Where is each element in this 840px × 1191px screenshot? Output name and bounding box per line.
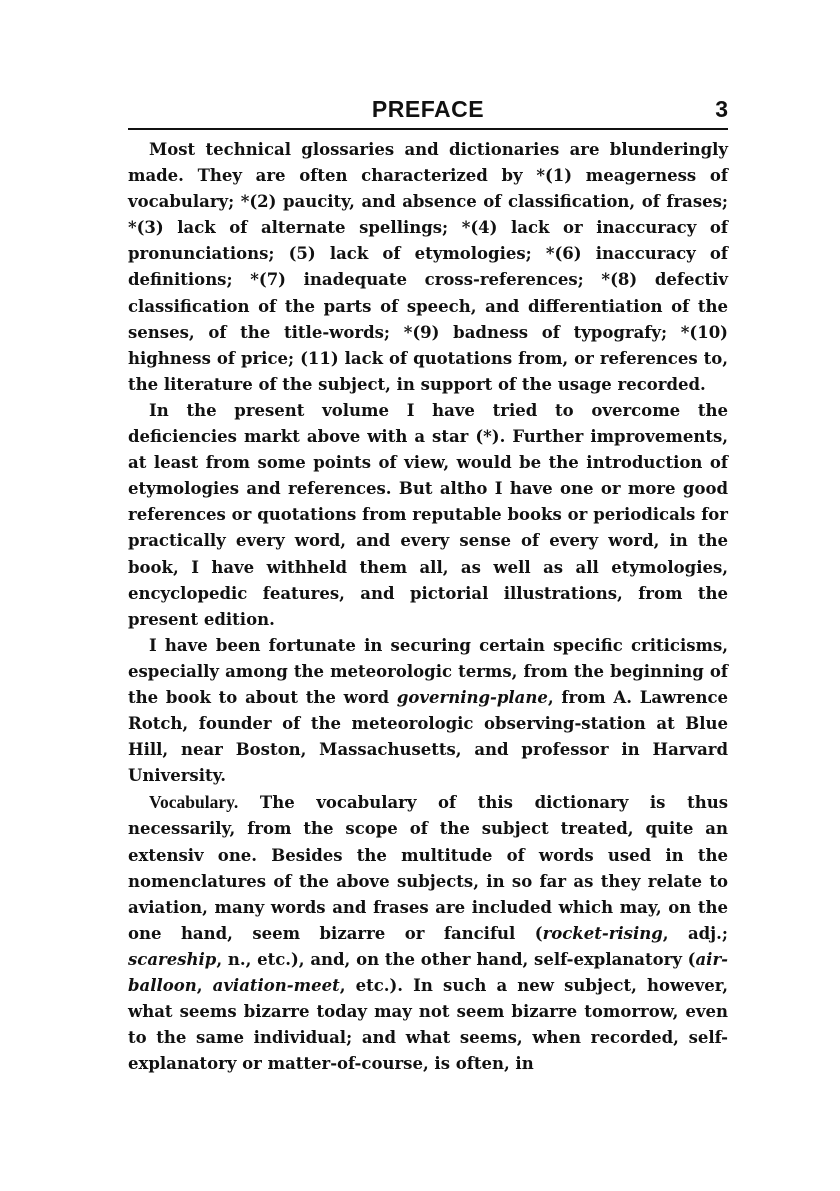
paragraph-text: , adj.; [662,923,728,943]
paragraph-text: , etc.). In such a new subject, however, what seems bizarre today may not seem bizarre tomorrow, even to the same individual; and what seems, when recorded, self-explanatory or matter-of-course, is often, in [128,976,728,1074]
running-head [128,94,728,128]
term-scareship: scareship [128,949,217,969]
book-page [128,94,728,1077]
paragraph-text: , n., etc.), and, on the other hand, self-explanatory ( [216,949,696,969]
paragraph-text: , from A. Lawrence Rotch, founder of the meteorologic observing-station at Blue Hill, near Boston, Massachusetts, and professor in Harvard University. [128,687,728,786]
paragraph-text: The vocabulary of this dictionary is thus necessarily, from the scope of the subject treated, quite an extensiv one. Besides the multitude of words used in the nomenclatures of the above subjects, in so far as they relate to aviation, many words and frases are included which may, on the one hand, seem bizarre or fanciful ( [128,793,728,943]
paragraph-glossary-defects: Most technical glossaries and dictionaries are blunderingly made. They are often characterized by *(1) meagerness of vocabulary; *(2) paucity, and absence of classification, of frases; *(3) lack of alternate spellings; *(4) lack or inaccuracy of pronunciations; (5) lack of etymologies; *(6) inaccuracy of definitions; *(7) inadequate cross-references; *(8) defectiv classification of the parts of speech, and differentiation of the senses, of the title-words; *(9) badness of typografy; *(10) highness of price; (11) lack of quotations from, or references to, the literature of the subject, in support of the usage recorded. [128,140,728,394]
term-air-balloon: air-balloon [128,949,728,995]
page-title: PREFACE [371,96,485,122]
page-number: 3 [715,96,728,122]
term-governing-plane: governing-plane [396,687,548,707]
header-rule [128,128,728,130]
paragraph-vocabulary [128,789,728,1077]
section-heading-vocabulary: Vocabulary. [149,792,239,813]
body-text [128,137,728,1077]
paragraph-text: , [196,976,213,995]
term-aviation-meet: aviation-meet [212,976,340,995]
paragraph-text: I have been fortunate in securing certain specific criticisms, especially among the meteorologic terms, from the beginning of the book to about the word [128,635,728,707]
paragraph-acknowledgement [128,633,728,790]
term-rocket-rising: rocket-rising [542,923,663,943]
paragraph-present-volume: In the present volume I have tried to overcome the deficiencies markt above with a star (*). Further improvements, at least from some points of view, would be the introduction of etymologies and references. But altho I have one or more good references or quotations from reputable books or periodicals for practically every word, and every sense of every word, in the book, I have withheld them all, as well as all etymologies, encyclopedic features, and pictorial illustrations, from the present edition. [128,400,728,629]
